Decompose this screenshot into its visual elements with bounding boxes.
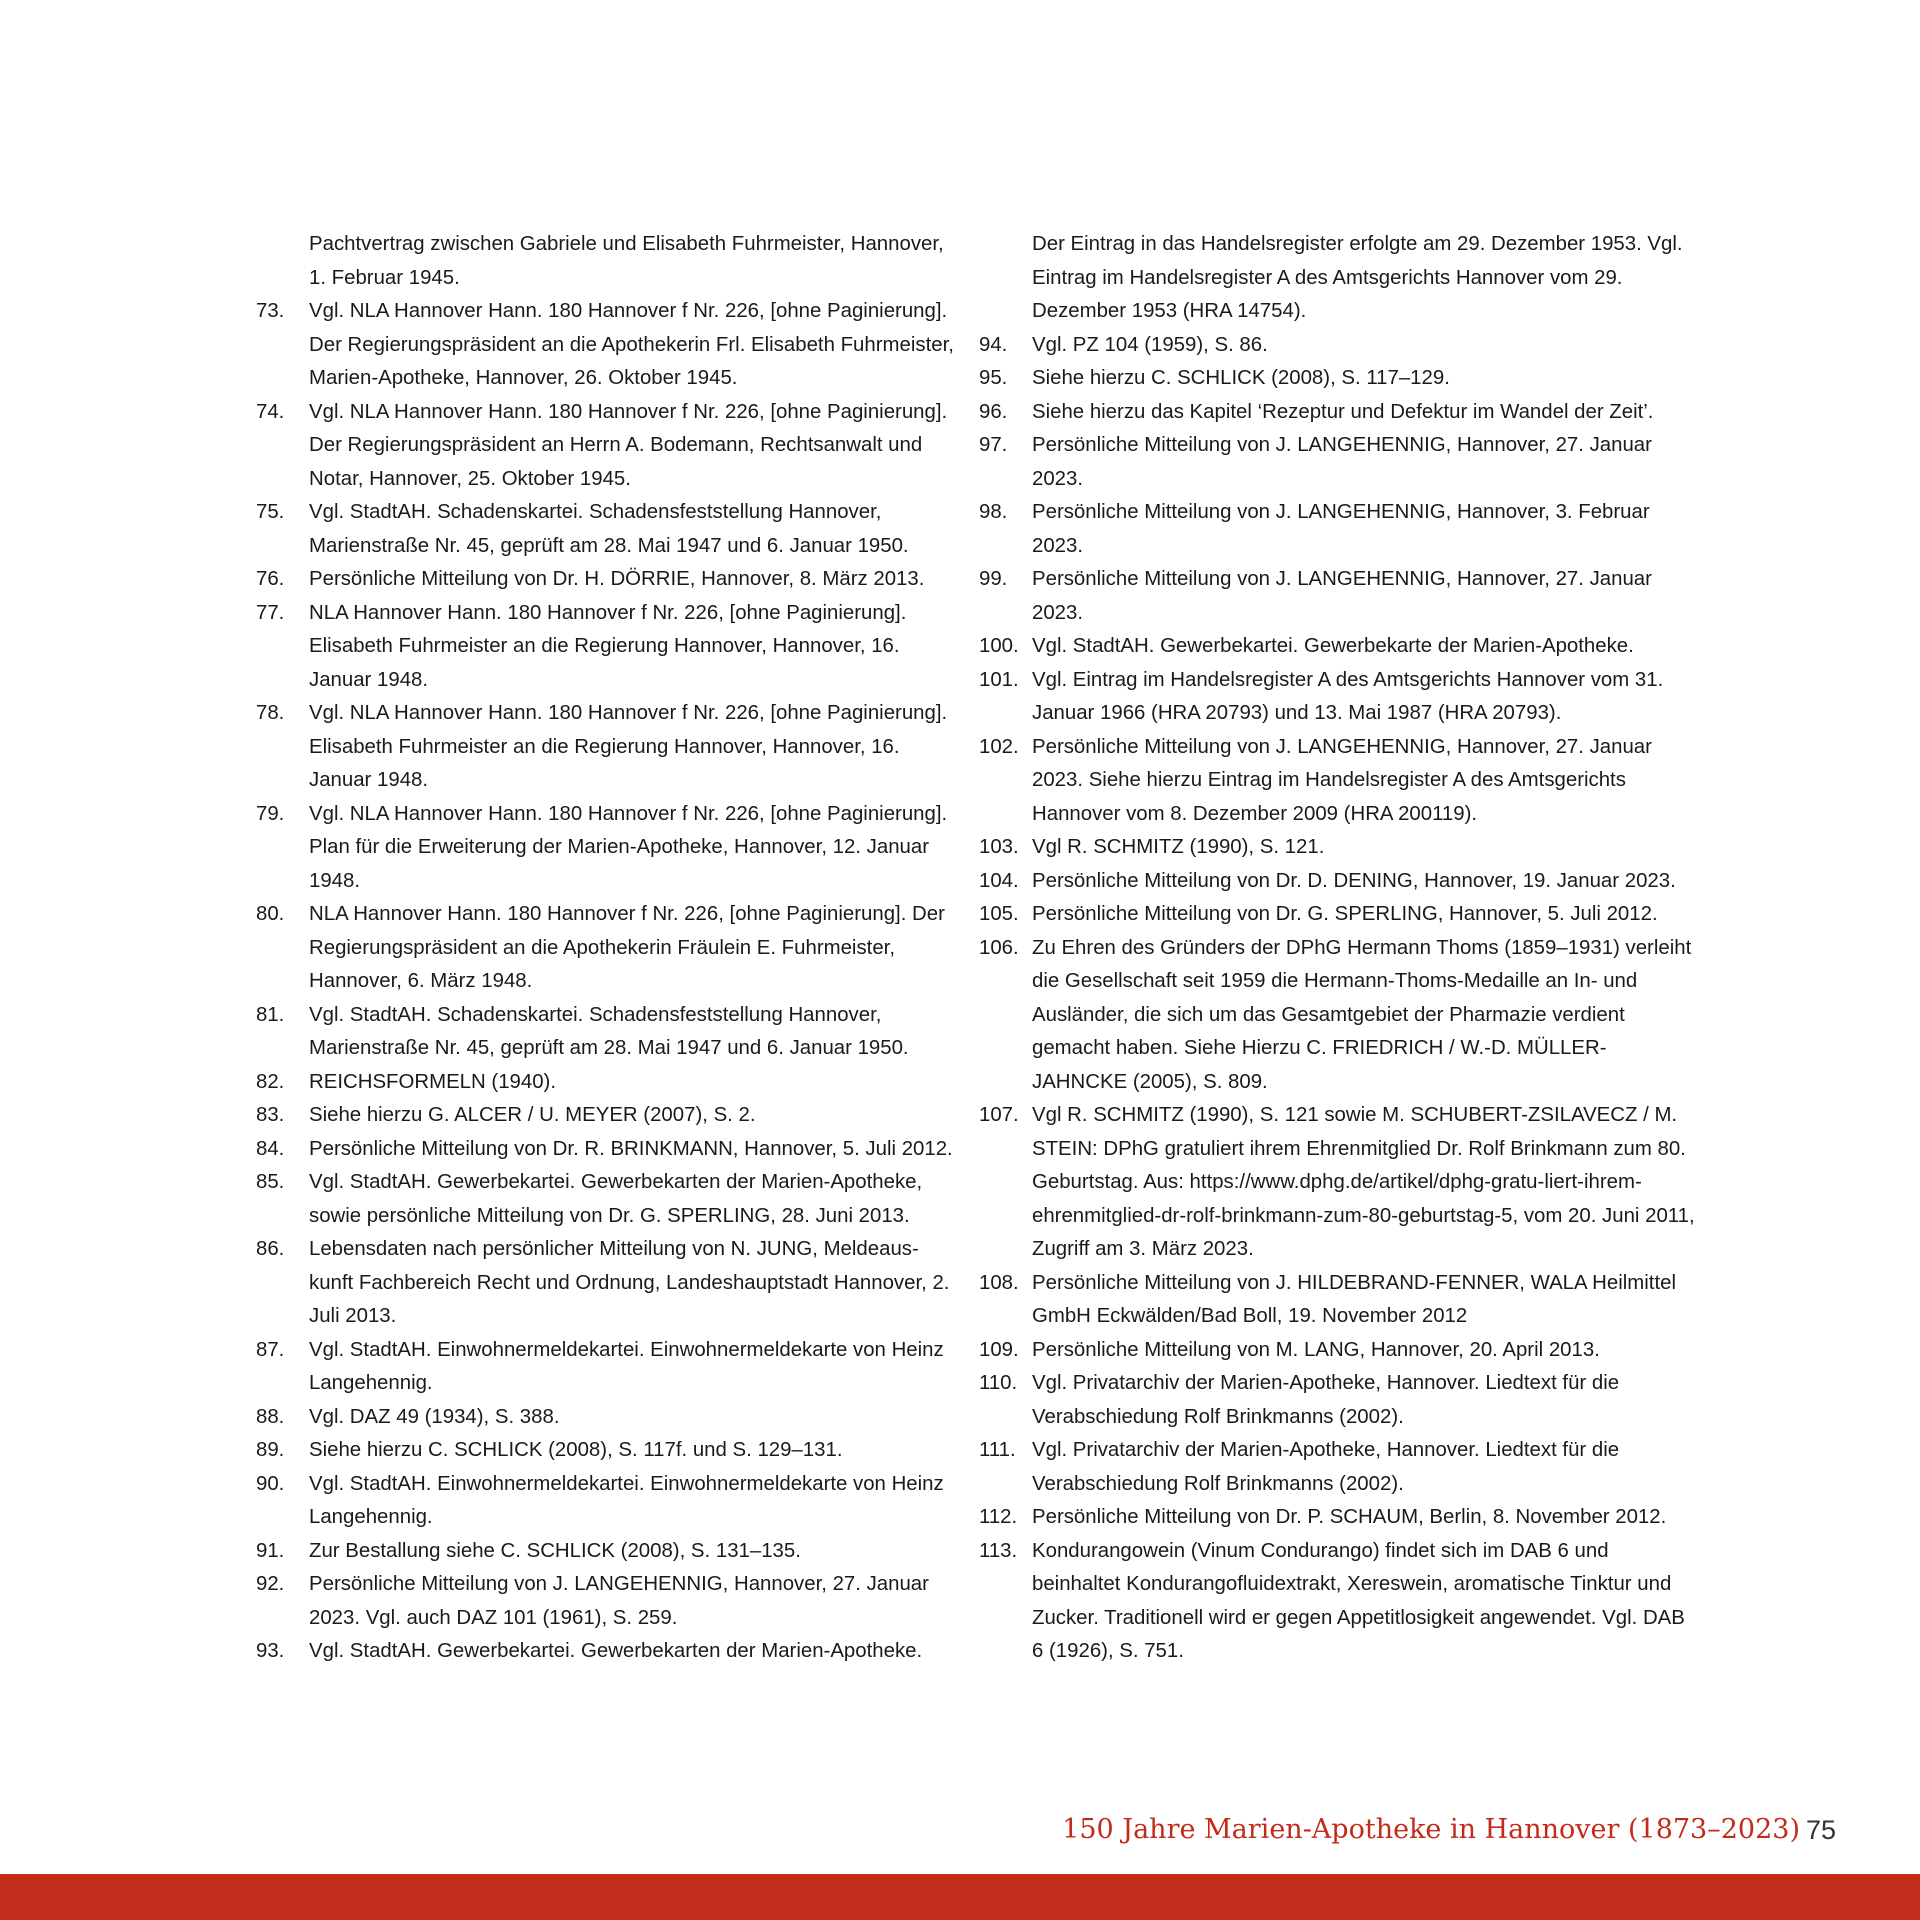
footnote-number: 78. [256,702,285,724]
footnote-text: Vgl. Privatarchiv der Marien-Apotheke, Hannover. Liedtext für die Verabschiedung Rolf Brinkmanns (2002). [1032,1439,1620,1495]
footnote [256,1468,956,1535]
footnote [979,329,1699,363]
footnote-text: Lebensdaten nach persönlicher Mitteilung von N. JUNG, Meldeaus-kunft Fachbereich Recht und Ordnung, Landeshauptstadt Hannover, 2. Juli 2013. [309,1238,950,1327]
footnote-text: Vgl. NLA Hannover Hann. 180 Hannover f Nr. 226, [ohne Paginierung]. Der Regierungspräsident an die Apothekerin Frl. Elisabeth Fuhrmeister, Marien-Apotheke, Hannover, 26. Oktober 1945. [309,300,954,389]
footnote-number: 83. [256,1104,285,1126]
footnotes-right-column [979,228,1699,1669]
footnote [979,932,1699,1100]
footnote-text: Vgl. DAZ 49 (1934), S. 388. [309,1405,560,1428]
footnote-text: Persönliche Mitteilung von Dr. D. DENING, Hannover, 19. Januar 2023. [1032,869,1676,892]
footnote-number: 85. [256,1171,285,1193]
footnote [256,1568,956,1635]
footnote-text: Persönliche Mitteilung von Dr. H. DÖRRIE, Hannover, 8. März 2013. [309,568,925,590]
footnote [979,228,1699,329]
footnote-number: 87. [256,1338,285,1361]
footnote-text: Zur Bestallung siehe C. SCHLICK (2008), S. 131–135. [309,1539,801,1562]
footnote [979,731,1699,832]
footnote-text: Siehe hierzu C. SCHLICK (2008), S. 117–129. [1032,367,1450,389]
footnote [256,1166,956,1233]
footnote-number: 84. [256,1137,285,1160]
footnote [979,429,1699,496]
footnote-number: 113. [979,1539,1018,1562]
footnote [256,697,956,798]
footnotes-left-column [256,228,956,1669]
footnote-text: Der Eintrag in das Handelsregister erfolgte am 29. Dezember 1953. Vgl. Eintrag im Handelsregister A des Amtsgerichts Hannover vom 29. Dezember 1953 (HRA 14754). [1032,233,1683,322]
footnote-number: 88. [256,1405,285,1428]
footnote-number: 77. [256,601,285,624]
footnote-text: Persönliche Mitteilung von J. LANGEHENNIG, Hannover, 3. Februar 2023. [1032,501,1650,557]
footnote-number: 110. [979,1372,1018,1394]
footnote-number: 89. [256,1439,285,1461]
footnote-number: 101. [979,668,1019,691]
footnote-number: 86. [256,1238,285,1260]
footnote-number: 81. [256,1003,285,1026]
footnote-number: 75. [256,501,285,523]
footnote-number: 102. [979,735,1019,758]
footnote-number: 95. [979,367,1008,389]
footnote-text: Persönliche Mitteilung von Dr. P. SCHAUM, Berlin, 8. November 2012. [1032,1506,1667,1528]
footnote-text: Vgl. PZ 104 (1959), S. 86. [1032,333,1268,356]
footnote-number: 94. [979,333,1008,356]
footnote-text: Vgl. StadtAH. Schadenskartei. Schadensfeststellung Hannover, Marienstraße Nr. 45, geprüft am 28. Mai 1947 und 6. Januar 1950. [309,501,909,557]
footnote-text: Vgl. StadtAH. Schadenskartei. Schadensfeststellung Hannover, Marienstraße Nr. 45, geprüft am 28. Mai 1947 und 6. Januar 1950. [309,1003,909,1059]
footnote-number: 76. [256,568,285,590]
footnote-text: Persönliche Mitteilung von J. HILDEBRAND-FENNER, WALA Heilmittel GmbH Eckwälden/Bad Boll, 19. November 2012 [1032,1271,1677,1327]
footnote-number: 97. [979,434,1008,456]
footnote [979,664,1699,731]
footnote-text: Vgl. StadtAH. Gewerbekartei. Gewerbekarte der Marien-Apotheke. [1032,635,1634,657]
footnote-text: Persönliche Mitteilung von J. LANGEHENNIG, Hannover, 27. Januar 2023. [1032,568,1652,624]
footnote-number: 99. [979,568,1008,590]
footnote-number: 91. [256,1539,285,1562]
footnote-number: 82. [256,1070,285,1093]
footnote [256,999,956,1066]
footnote [256,295,956,396]
footnote-number: 96. [979,400,1008,423]
footnote-text: Vgl R. SCHMITZ (1990), S. 121. [1032,836,1325,858]
footnote-text: Vgl. NLA Hannover Hann. 180 Hannover f Nr. 226, [ohne Paginierung]. Der Regierungspräsident an Herrn A. Bodemann, Rechtsanwalt und Notar, Hannover, 25. Oktober 1945. [309,400,948,490]
footnote [979,865,1699,899]
footnote [979,1501,1699,1535]
footnote-number: 104. [979,869,1019,892]
footnote-text: Vgl. StadtAH. Einwohnermeldekartei. Einwohnermeldekarte von Heinz Langehennig. [309,1472,944,1528]
footnote [256,1434,956,1468]
footnote-text: Persönliche Mitteilung von Dr. R. BRINKMANN, Hannover, 5. Juli 2012. [309,1137,953,1160]
footnote-text: Vgl. StadtAH. Gewerbekartei. Gewerbekarten der Marien-Apotheke. [309,1640,923,1662]
footnote [256,1535,956,1569]
page-number: 75 [1806,1815,1837,1845]
footnote-number: 79. [256,802,285,825]
footnote-text: Persönliche Mitteilung von J. LANGEHENNIG, Hannover, 27. Januar 2023. Vgl. auch DAZ 101 (1961), S. 259. [309,1573,929,1629]
footnote [256,563,956,597]
footnote-text: REICHSFORMELN (1940). [309,1070,557,1093]
footnote-text: Vgl. StadtAH. Einwohnermeldekartei. Einwohnermeldekarte von Heinz Langehennig. [309,1338,944,1394]
footnote-text: Persönliche Mitteilung von J. LANGEHENNIG, Hannover, 27. Januar 2023. Siehe hierzu Eintrag im Handelsregister A des Amtsgerichts Hannover vom 8. Dezember 2009 (HRA 200119). [1032,735,1652,825]
footnote [979,1535,1699,1669]
footnote-number: 98. [979,501,1008,523]
footnote [256,496,956,563]
footnote-text: Vgl. NLA Hannover Hann. 180 Hannover f Nr. 226, [ohne Paginierung]. Plan für die Erweiterung der Marien-Apotheke, Hannover, 12. Januar 1948. [309,802,948,892]
footnote [256,228,956,295]
footnote [979,563,1699,630]
footnote [979,1099,1699,1267]
footnote-text: Vgl. Privatarchiv der Marien-Apotheke, Hannover. Liedtext für die Verabschiedung Rolf Brinkmanns (2002). [1032,1372,1620,1428]
footnote [256,898,956,999]
footnote [256,1233,956,1334]
footnote-text: Persönliche Mitteilung von J. LANGEHENNIG, Hannover, 27. Januar 2023. [1032,434,1652,490]
footnote [256,1334,956,1401]
footnote [979,1434,1699,1501]
footnote-text: Siehe hierzu G. ALCER / U. MEYER (2007), S. 2. [309,1104,756,1126]
footnote-number: 80. [256,903,285,925]
footnote [979,496,1699,563]
footnote-text: Persönliche Mitteilung von Dr. G. SPERLING, Hannover, 5. Juli 2012. [1032,903,1658,925]
footnote-text: Siehe hierzu das Kapitel ‘Rezeptur und Defektur im Wandel der Zeit’. [1032,400,1654,423]
footnote-number: 108. [979,1271,1019,1294]
footnote-number: 111. [979,1439,1016,1461]
footnote-number: 106. [979,936,1019,959]
footnote-text: NLA Hannover Hann. 180 Hannover f Nr. 226, [ohne Paginierung]. Elisabeth Fuhrmeister an die Regierung Hannover, Hannover, 16. Januar 1948. [309,601,907,691]
footnote-number: 112. [979,1506,1018,1528]
footnote [979,1267,1699,1334]
footnote [979,396,1699,430]
footnote-number: 103. [979,836,1019,858]
running-footer-title: 150 Jahre Marien-Apotheke in Hannover (1873–2023) [1062,1814,1800,1845]
footnote-text: Vgl. NLA Hannover Hann. 180 Hannover f Nr. 226, [ohne Paginierung]. Elisabeth Fuhrmeister an die Regierung Hannover, Hannover, 16. Januar 1948. [309,702,948,791]
footnote [256,396,956,497]
footnote-number: 92. [256,1573,285,1595]
footnote [256,1133,956,1167]
footnote [256,1066,956,1100]
footnote-number: 107. [979,1104,1019,1126]
footnote-number: 73. [256,300,285,322]
footnote-number: 93. [256,1640,285,1662]
footnote-text: Pachtvertrag zwischen Gabriele und Elisabeth Fuhrmeister, Hannover, 1. Februar 1945. [309,233,944,289]
footnote [979,630,1699,664]
footnote [256,597,956,698]
footnote [979,831,1699,865]
footnote-text: Vgl. Eintrag im Handelsregister A des Amtsgerichts Hannover vom 31. Januar 1966 (HRA 20793) und 13. Mai 1987 (HRA 20793). [1032,668,1664,724]
footnote-number: 109. [979,1338,1019,1361]
footnote-number: 100. [979,635,1019,657]
footnote [256,798,956,899]
footnote-text: Zu Ehren des Gründers der DPhG Hermann Thoms (1859–1931) verleiht die Gesellschaft seit 1959 die Hermann-Thoms-Medaille an In- und Ausländer, die sich um das Gesamtgebiet der Pharmazie verdient gemacht haben. Siehe Hierzu C. FRIEDRICH / W.-D. MÜLLER-JAHNCKE (2005), S. 809. [1032,936,1692,1093]
footnote-text: Vgl R. SCHMITZ (1990), S. 121 sowie M. SCHUBERT-ZSILAVECZ / M. STEIN: DPhG gratuliert ihrem Ehrenmitglied Dr. Rolf Brinkmann zum 80. Geburtstag. Aus: https://www.dphg.de/artikel/dphg-gratu-liert-ihrem-ehrenmitglied-dr-rolf-brinkmann-zum-80-geburtstag-5, vom 20. Juni 2011, Zugriff am 3. März 2023. [1032,1104,1695,1260]
footnote-number: 105. [979,903,1019,925]
footnote [979,898,1699,932]
footnote-number: 90. [256,1472,285,1495]
footnote-text: Kondurangowein (Vinum Condurango) findet sich im DAB 6 und beinhaltet Kondurangofluidextrakt, Xereswein, aromatische Tinktur und Zucker. Traditionell wird er gegen Appetitlosigkeit angewendet. Vgl. DAB 6 (1926), S. 751. [1032,1539,1685,1662]
footnote [256,1099,956,1133]
footnote [256,1401,956,1435]
footnote-text: Siehe hierzu C. SCHLICK (2008), S. 117f. und S. 129–131. [309,1439,843,1461]
footnote [979,362,1699,396]
footnote [979,1334,1699,1368]
footnote [256,1635,956,1669]
footnote-number: 74. [256,400,285,423]
footnote-text: Vgl. StadtAH. Gewerbekartei. Gewerbekarten der Marien-Apotheke, sowie persönliche Mitteilung von Dr. G. SPERLING, 28. Juni 2013. [309,1171,923,1227]
footnote [979,1367,1699,1434]
footer-color-bar [0,1874,1920,1920]
footnote-text: Persönliche Mitteilung von M. LANG, Hannover, 20. April 2013. [1032,1338,1600,1361]
footnote-text: NLA Hannover Hann. 180 Hannover f Nr. 226, [ohne Paginierung]. Der Regierungspräsident an die Apothekerin Fräulein E. Fuhrmeister, Hannover, 6. März 1948. [309,903,945,992]
